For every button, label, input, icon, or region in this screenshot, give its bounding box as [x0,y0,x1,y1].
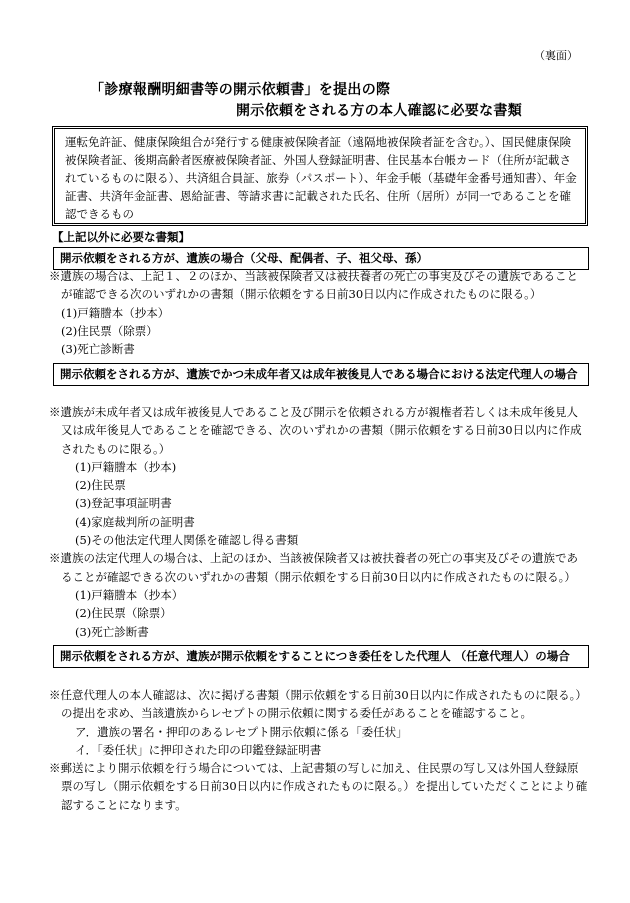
page-side-label: （裏面） [534,49,578,62]
page-title-line-1: 「診療報酬明細書等の開示依頼書」を提出の際 [90,82,391,98]
list-item: (3)登記事項証明書 [75,496,172,511]
section3-content [49,686,589,814]
section3-note-1: ※任意代理人の本人確認は、次に掲げる書類（開示依頼をする日前30日以内に作成されたものに限る。）の提出を求め、当該遺族からレセプトの開示依頼に関する委任があることを確認すること。 [49,688,587,721]
section1-title: 開示依頼をされる方が、遺族の場合（父母、配偶者、子、祖父母、孫） [53,247,589,270]
list-item: (1)戸籍謄本（抄本） [61,305,170,320]
list-item: ア．遺族の署名・押印のあるレセプト開示依頼に係る「委任状」 [75,724,408,739]
list-item: (3)死亡診断書 [75,624,149,639]
list-item: (2)住民票（除票） [75,606,172,621]
list-item: イ．「委任状」に押印された印の印鑑登録証明書 [75,742,322,757]
section2-note-2: ※遺族の法定代理人の場合は、上記のほか、当該被保険者又は被扶養者の死亡の事実及びその遺族であることが確認できる次のいずれかの書類（開示依頼をする日前30日以内に作成されたものに限る。） [49,551,578,584]
section3-note-2: ※郵送により開示依頼を行う場合については、上記書類の写しに加え、住民票の写し又は外国人登録原票の写し（開示依頼をする日前30日以内に作成されたものに限る。）を提出していただくことにより確認することになります。 [49,761,588,812]
list-item: (5)その他法定代理人関係を確認し得る書類 [75,533,299,548]
identity-documents-box: 運転免許証、健康保険組合が発行する健康被保険者証（遠隔地被保険者証を含む。）、国民健康保険被保険者証、後期高齢者医療被保険者証、外国人登録証明書、住民基本台帳カード（住所が記載されているものに限る）、共済組合員証、旅券（パスポート）、年金手帳（基礎年金番号通知書）、年金証書、共済年金証書、恩給証書、等請求書に記載された氏名、住所（居所）が同一であることを確認できるもの [52,126,588,226]
list-item: (1)戸籍謄本（抄本) [75,459,177,474]
section2-content [49,403,589,641]
list-item: (1)戸籍謄本（抄本） [75,587,184,602]
section1-note: ※遺族の場合は、上記１、２のほか、当該被保険者又は被扶養者の死亡の事実及びその遺族であることが確認できる次のいずれかの書類（開示依頼をする日前30日以内に作成されたものに限る。） [49,269,578,302]
section2-note-1: ※遺族が未成年者又は成年被後見人であること及び開示を依頼される方が親権者若しくは未成年後見人又は成年後見人であることを確認できる、次のいずれかの書類（開示依頼をする日前30日以内に作成されたものに限る。） [49,405,582,456]
list-item: (3)死亡診断書 [61,342,135,357]
list-item: (2)住民票（除票） [61,323,158,338]
additional-documents-header: 【上記以外に必要な書類】 [52,230,190,244]
page-title-line-2: 開示依頼をされる方の本人確認に必要な書類 [236,103,522,119]
section3-title: 開示依頼をされる方が、遺族が開示依頼をすることにつき委任をした代理人 （任意代理人）の場合 [53,645,589,668]
section1-content [49,267,589,358]
section2-title: 開示依頼をされる方が、遺族でかつ未成年者又は成年被後見人である場合における法定代理人の場合 [53,363,589,386]
list-item: (4)家庭裁判所の証明書 [75,514,195,529]
list-item: (2)住民票 [75,478,126,493]
